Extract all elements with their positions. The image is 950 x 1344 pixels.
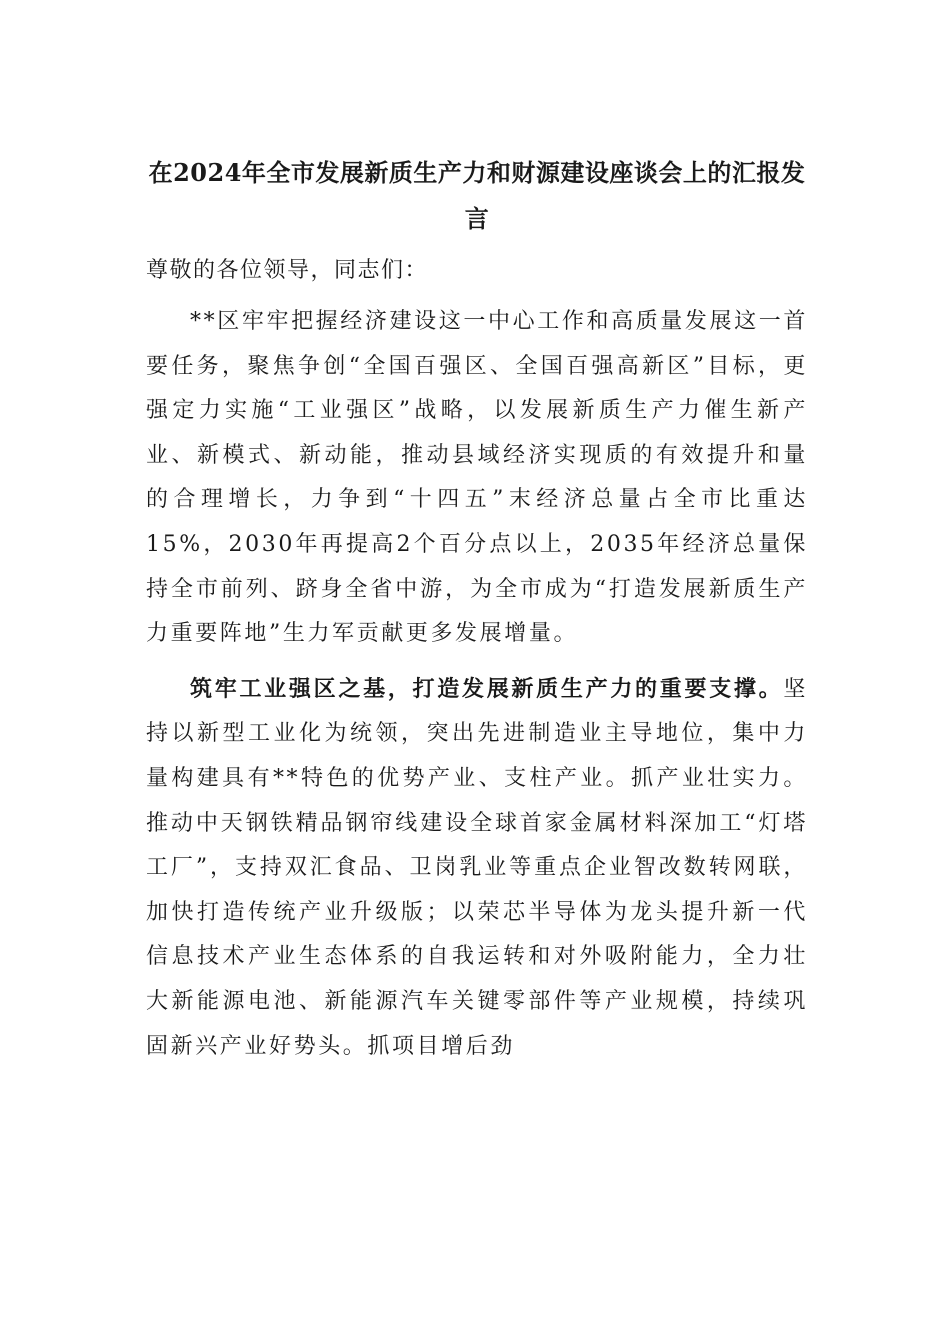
document-page [146, 150, 808, 1069]
paragraph-2-lead: 筑牢工业强区之基，打造发展新质生产力的重要支撑。 [190, 675, 784, 702]
paragraph-1: **区牢牢把握经济建设这一中心工作和高质量发展这一首要任务，聚焦争创“全国百强区、全国百强高新区”目标，更强定力实施“工业强区”战略，以发展新质生产力催生新产业、新模式、新动能，推动县域经济实现质的有效提升和量的合理增长，力争到“十四五”末经济总量占全市比重达15%，2030年再提高2个百分点以上，2035年经济总量保持全市前列、跻身全省中游，为全市成为“打造发展新质生产力重要阵地”生力军贡献更多发展增量。 [146, 309, 808, 647]
salutation: 尊敬的各位领导，同志们： [146, 258, 429, 283]
document-title: 在2024年全市发展新质生产力和财源建设座谈会上的汇报发言 [148, 158, 806, 233]
paragraph-2 [146, 667, 808, 1069]
paragraph-2-body: 坚持以新型工业化为统领，突出先进制造业主导地位，集中力量构建具有**特色的优势产业、支柱产业。抓产业壮实力。推动中天钢铁精品钢帘线建设全球首家金属材料深加工“灯塔工厂”，支持双汇食品、卫岗乳业等重点企业智改数转网联，加快打造传统产业升级版；以荣芯半导体为龙头提升新一代信息技术产业生态体系的自我运转和对外吸附能力，全力壮大新能源电池、新能源汽车关键零部件等产业规模，持续巩固新兴产业好势头。抓项目增后劲 [146, 676, 808, 1059]
